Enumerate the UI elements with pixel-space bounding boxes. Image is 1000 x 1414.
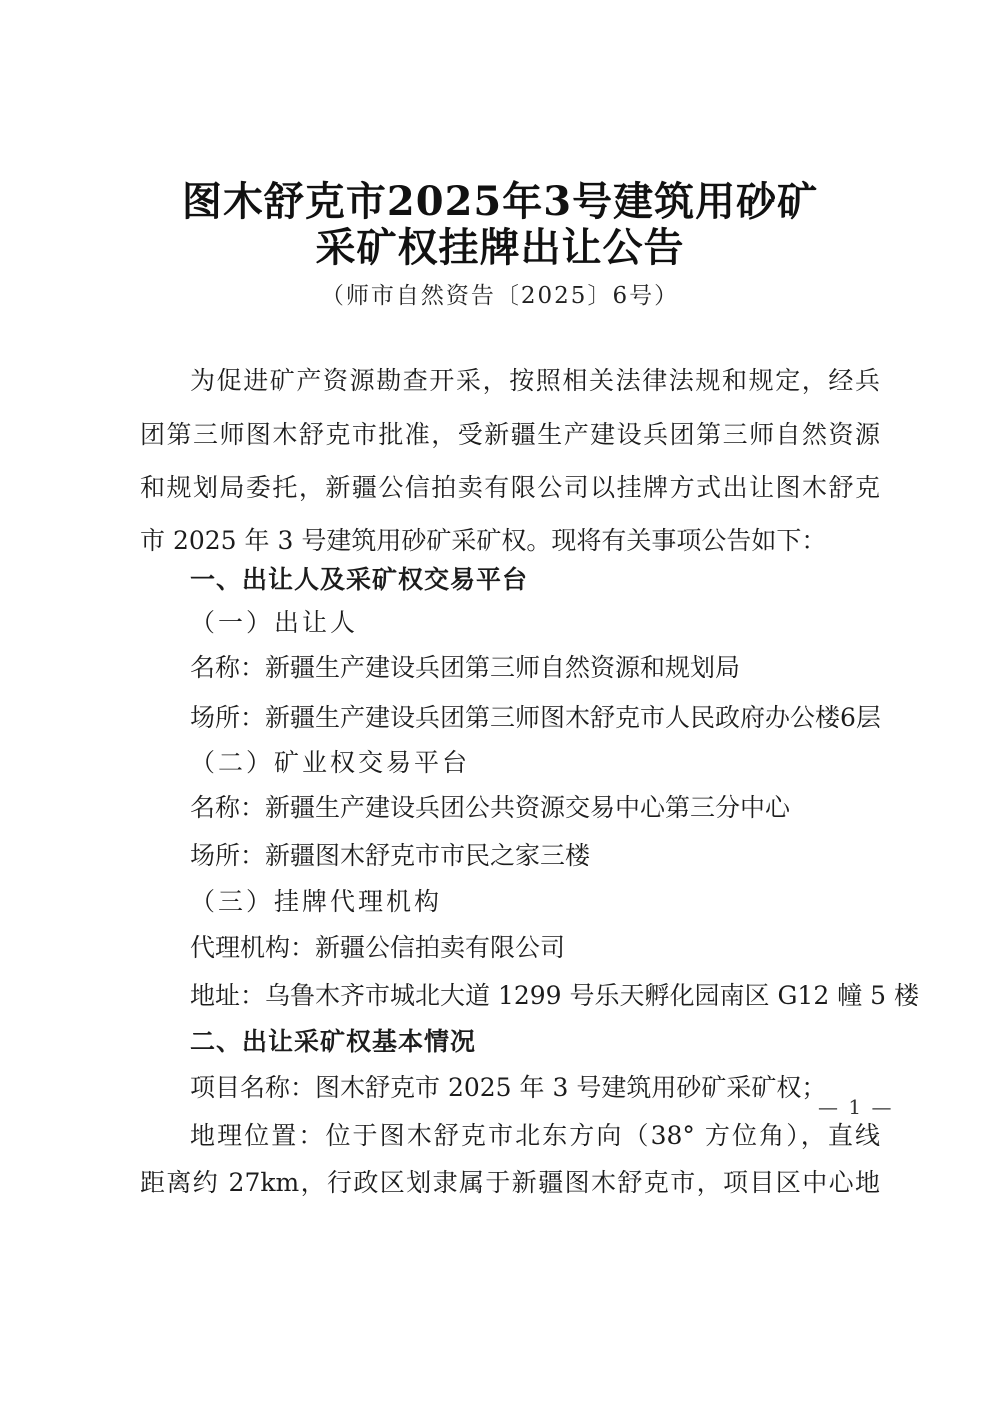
intro-line-1: 为促进矿产资源勘查开采，按照相关法律法规和规定，经兵 bbox=[190, 366, 880, 395]
document-title-line-1: 图木舒克市2025年3号建筑用砂矿 bbox=[181, 178, 819, 225]
grantor-place: 场所：新疆生产建设兵团第三师图木舒克市人民政府办公楼6层 bbox=[190, 703, 881, 732]
intro-line-2: 团第三师图木舒克市批准，受新疆生产建设兵团第三师自然资源 bbox=[140, 420, 880, 449]
document-title-line-2: 采矿权挂牌出让公告 bbox=[315, 224, 685, 271]
subsection-1-heading: （一）出让人 bbox=[190, 608, 359, 637]
agency-name: 代理机构：新疆公信拍卖有限公司 bbox=[190, 933, 566, 962]
location-line-2: 距离约 27km，行政区划隶属于新疆图木舒克市，项目区中心地 bbox=[140, 1168, 880, 1197]
subsection-2-heading: （二）矿业权交易平台 bbox=[190, 748, 471, 777]
document-number: （师市自然资告〔2025〕6号） bbox=[320, 283, 680, 309]
agency-address: 地址：乌鲁木齐市城北大道 1299 号乐天孵化园南区 G12 幢 5 楼 bbox=[190, 981, 919, 1010]
intro-line-4: 市 2025 年 3 号建筑用砂矿采矿权。现将有关事项公告如下： bbox=[140, 526, 827, 555]
section-1-heading: 一、出让人及采矿权交易平台 bbox=[190, 565, 529, 594]
section-2-heading: 二、出让采矿权基本情况 bbox=[190, 1027, 477, 1056]
location-line-1: 地理位置：位于图木舒克市北东方向（38° 方位角），直线 bbox=[190, 1121, 880, 1150]
project-name: 项目名称：图木舒克市 2025 年 3 号建筑用砂矿采矿权； bbox=[190, 1073, 827, 1102]
platform-name: 名称：新疆生产建设兵团公共资源交易中心第三分中心 bbox=[190, 793, 791, 822]
subsection-3-heading: （三）挂牌代理机构 bbox=[190, 887, 443, 916]
platform-place: 场所：新疆图木舒克市市民之家三楼 bbox=[190, 841, 591, 870]
grantor-name: 名称：新疆生产建设兵团第三师自然资源和规划局 bbox=[190, 653, 741, 682]
page-number: — 1 — bbox=[818, 1095, 894, 1119]
intro-line-3: 和规划局委托，新疆公信拍卖有限公司以挂牌方式出让图木舒克 bbox=[140, 473, 880, 502]
